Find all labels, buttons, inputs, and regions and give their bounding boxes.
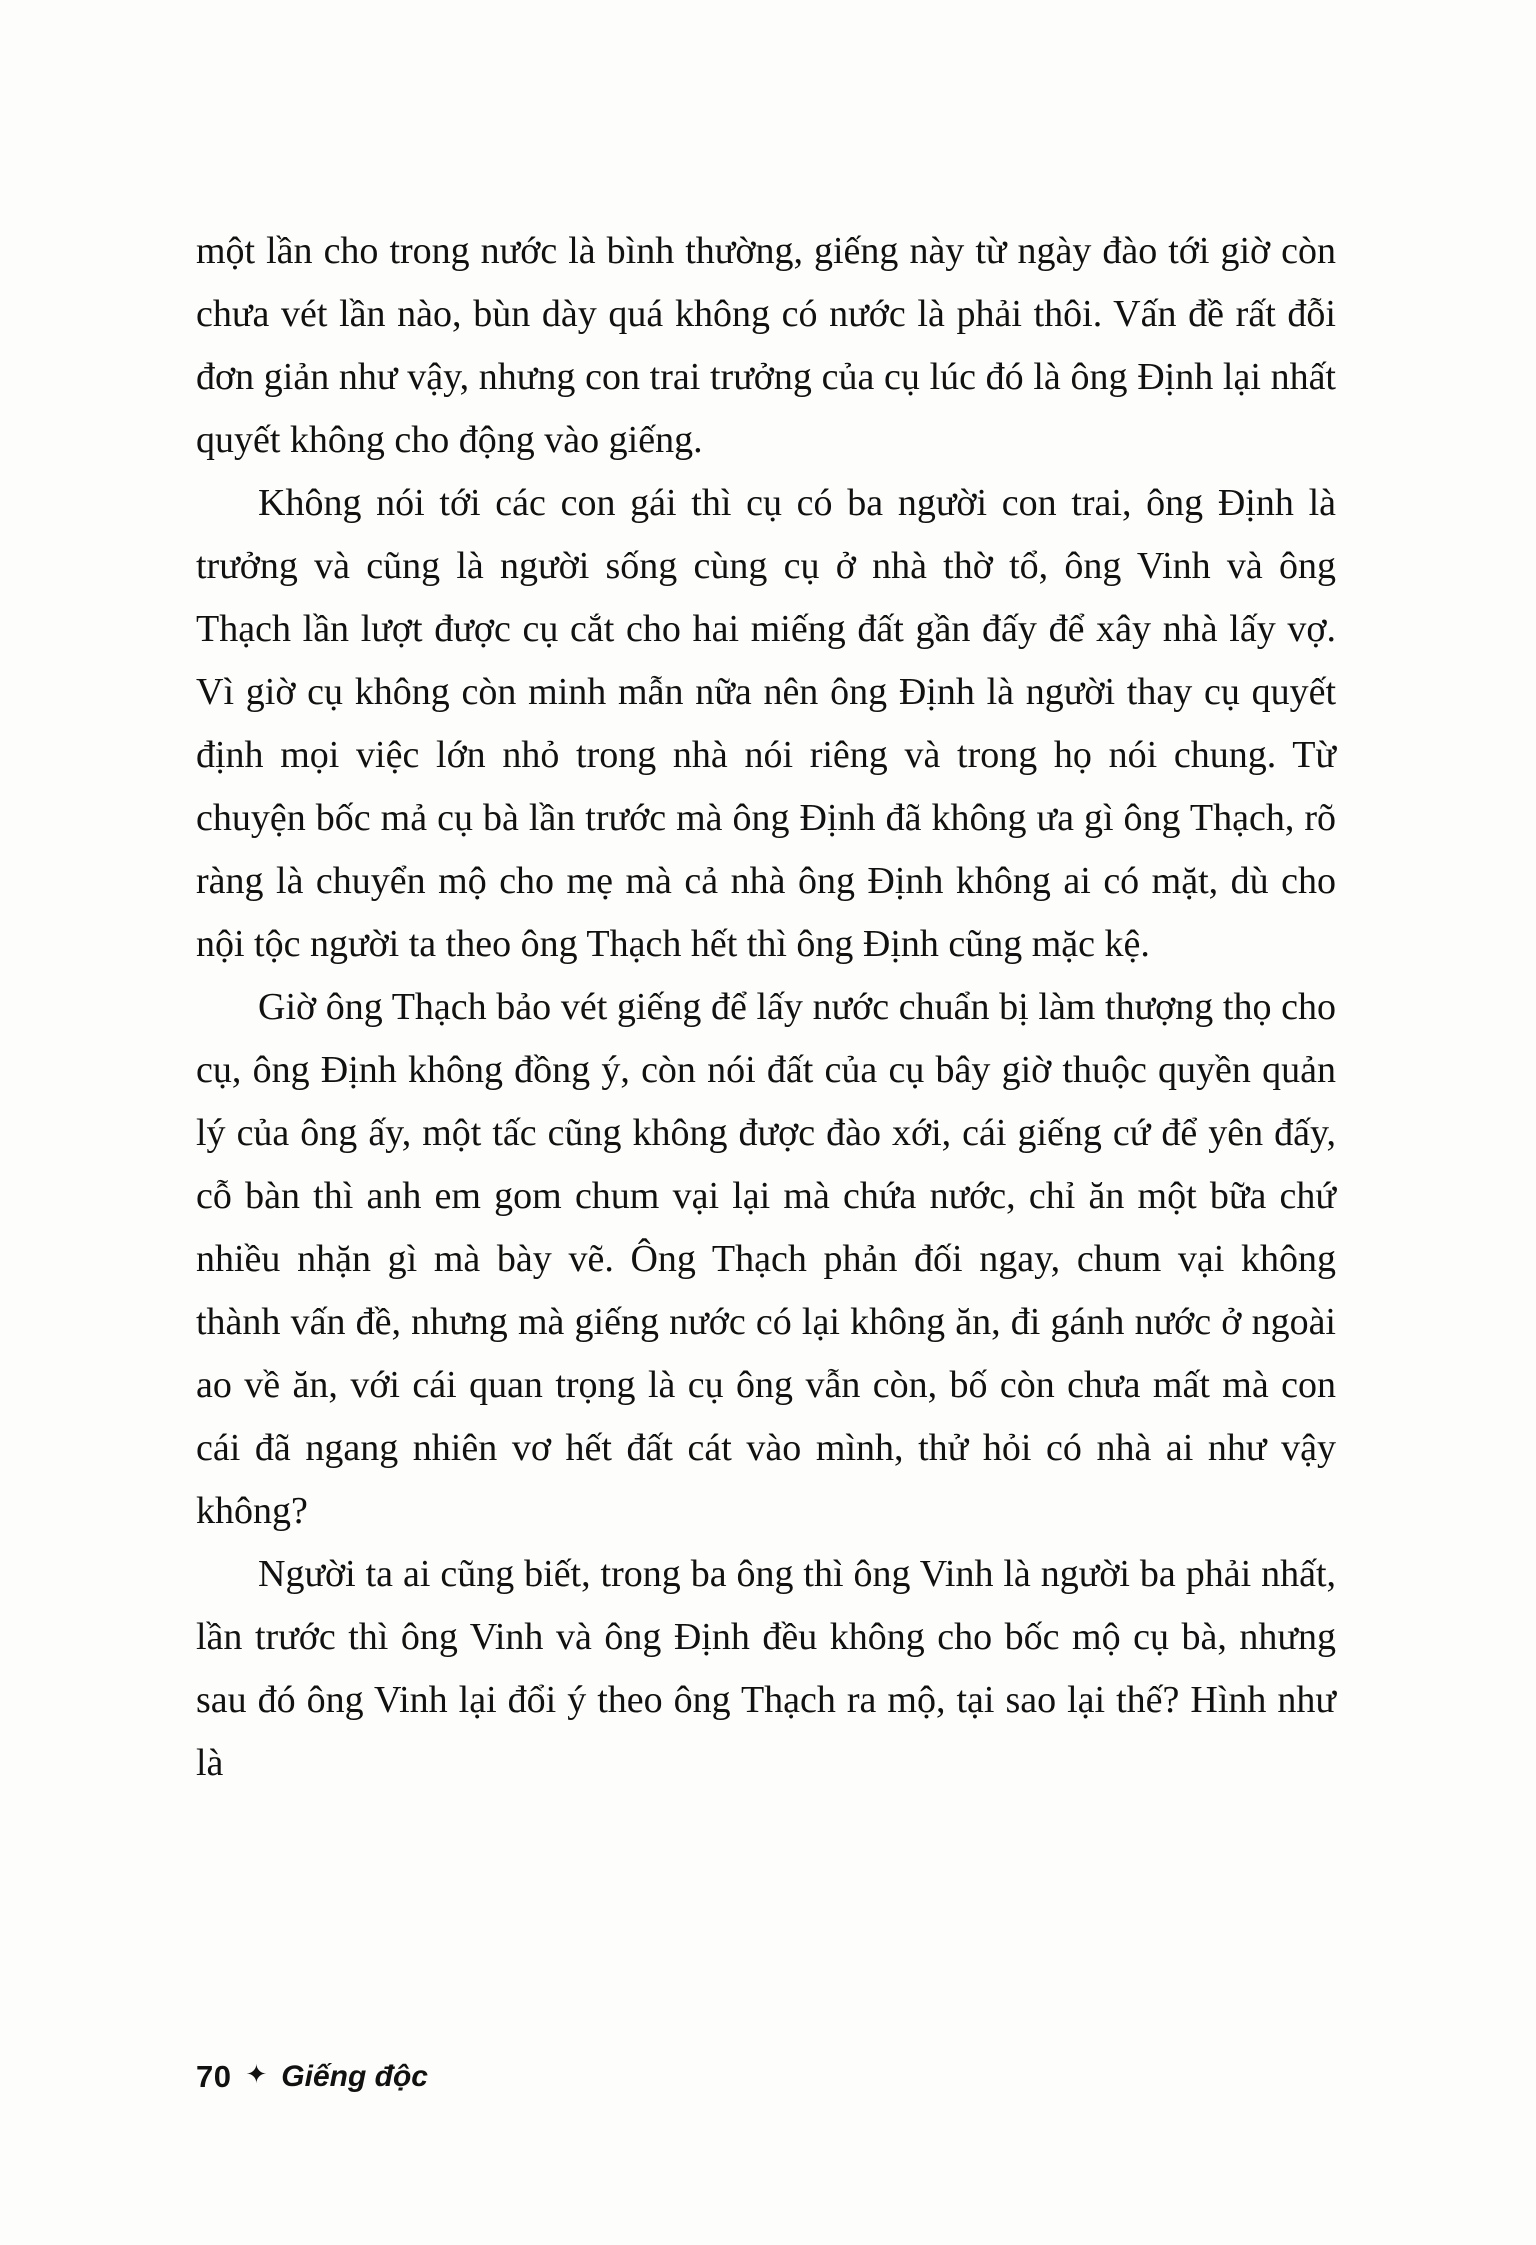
paragraph: Giờ ông Thạch bảo vét giếng để lấy nước chuẩn bị làm thượng thọ cho cụ, ông Định không đồng ý, còn nói đất của cụ bây giờ thuộc quyền quản lý của ông ấy, một tấc cũng không được đào xới, cái giếng cứ để yên đấy, cỗ bàn thì anh em gom chum vại lại mà chứa nước, chỉ ăn một bữa chứ nhiều nhặn gì mà bày vẽ. Ông Thạch phản đối ngay, chum vại không thành vấn đề, nhưng mà giếng nước có lại không ăn, đi gánh nước ở ngoài ao về ăn, với cái quan trọng là cụ ông vẫn còn, bố còn chưa mất mà con cái đã ngang nhiên vơ hết đất cát vào mình, thử hỏi có nhà ai như vậy không? bbox=[196, 986, 1336, 1532]
running-title: Giếng độc bbox=[281, 2060, 428, 2093]
body-text-column bbox=[196, 220, 1336, 1795]
paragraph: Không nói tới các con gái thì cụ có ba người con trai, ông Định là trưởng và cũng là người sống cùng cụ ở nhà thờ tổ, ông Vinh và ông Thạch lần lượt được cụ cắt cho hai miếng đất gần đấy để xây nhà lấy vợ. Vì giờ cụ không còn minh mẫn nữa nên ông Định là người thay cụ quyết định mọi việc lớn nhỏ trong nhà nói riêng và trong họ nói chung. Từ chuyện bốc mả cụ bà lần trước mà ông Định đã không ưa gì ông Thạch, rõ ràng là chuyển mộ cho mẹ mà cả nhà ông Định không ai có mặt, dù cho nội tộc người ta theo ông Thạch hết thì ông Định cũng mặc kệ. bbox=[196, 482, 1336, 965]
paragraph-continued: một lần cho trong nước là bình thường, giếng này từ ngày đào tới giờ còn chưa vét lần nào, bùn dày quá không có nước là phải thôi. Vấn đề rất đỗi đơn giản như vậy, nhưng con trai trưởng của cụ lúc đó là ông Định lại nhất quyết không cho động vào giếng. bbox=[196, 230, 1336, 461]
paragraph: Người ta ai cũng biết, trong ba ông thì ông Vinh là người ba phải nhất, lần trước thì ông Vinh và ông Định đều không cho bốc mộ cụ bà, nhưng sau đó ông Vinh lại đổi ý theo ông Thạch ra mộ, tại sao lại thế? Hình như là bbox=[196, 1553, 1336, 1784]
page-number: 70 bbox=[196, 2059, 232, 2094]
diamond-icon: ✦ bbox=[245, 2060, 268, 2089]
page-footer bbox=[196, 2059, 428, 2095]
